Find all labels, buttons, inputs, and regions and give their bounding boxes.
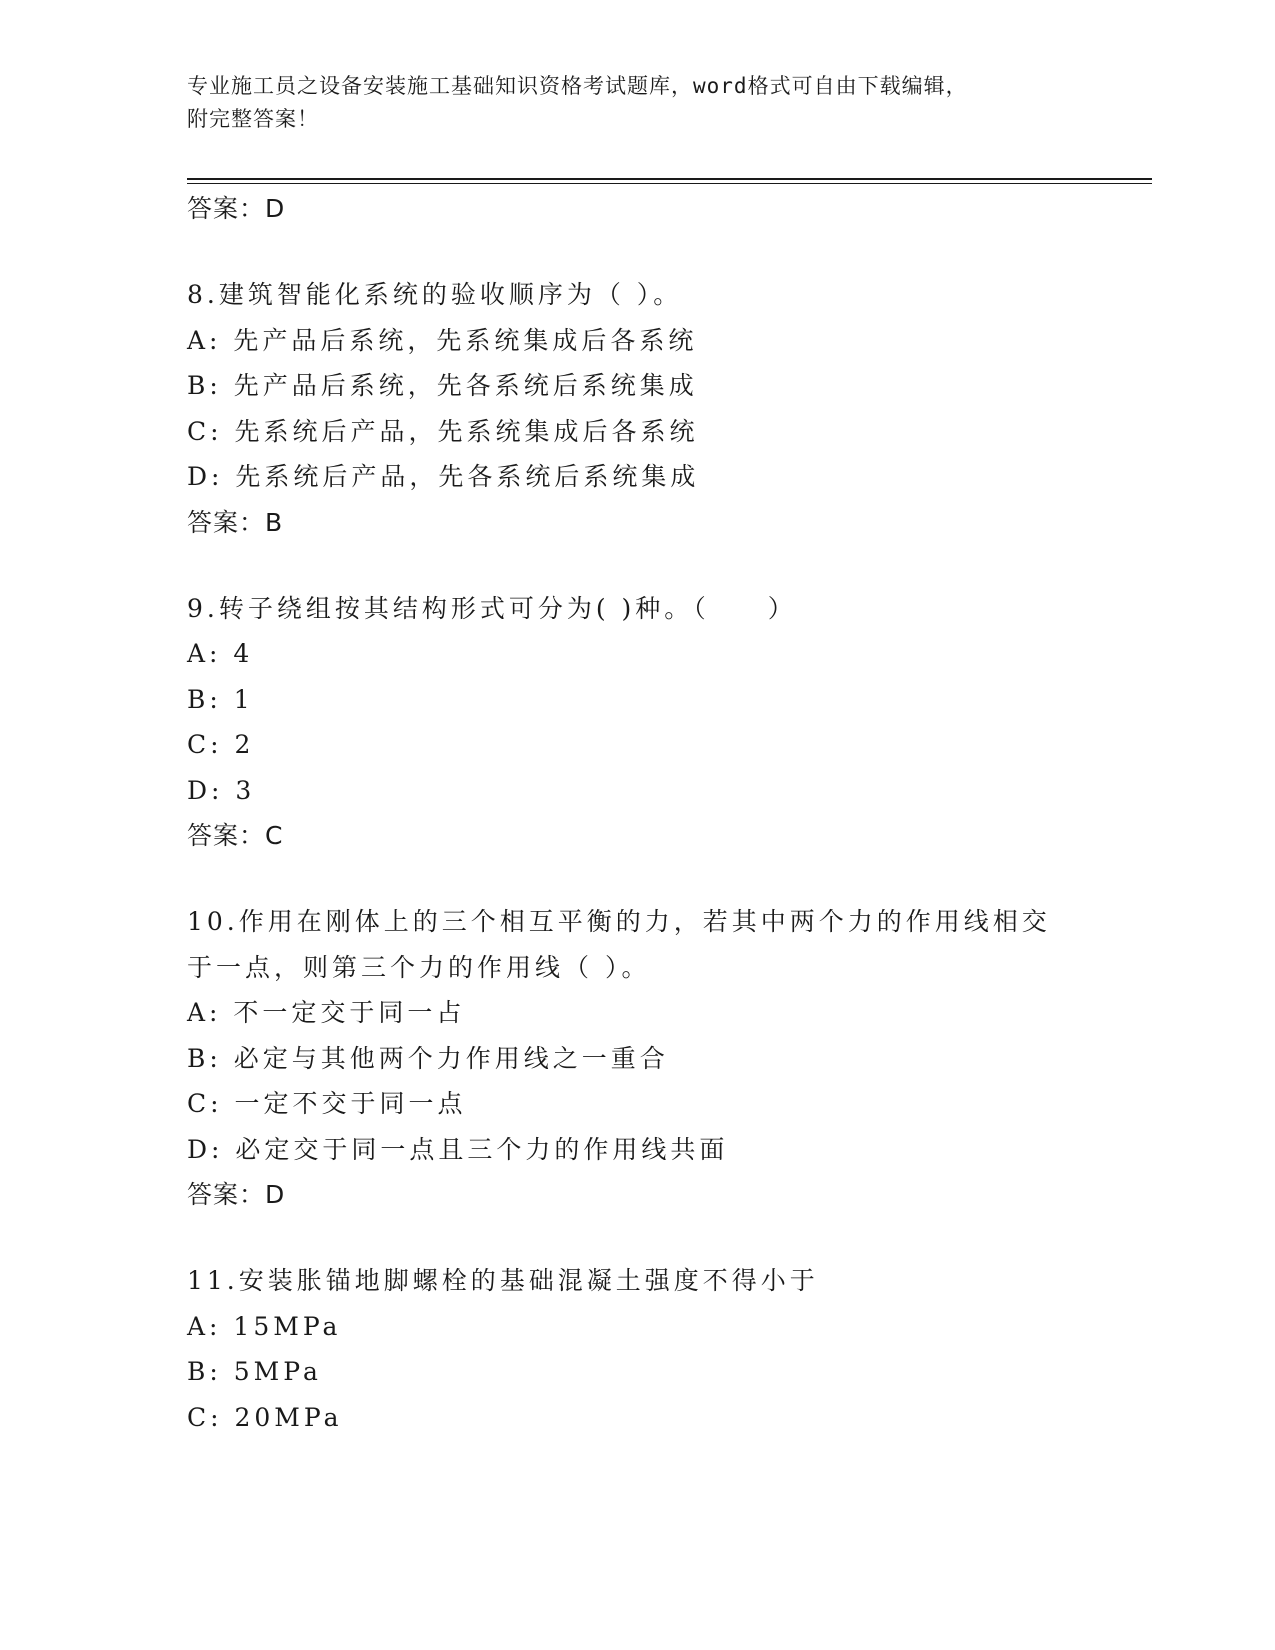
option-a: A: 15MPa — [187, 1311, 342, 1341]
question-list — [187, 186, 1087, 1440]
previous-answer: 答案：D — [187, 194, 286, 223]
question-text: 9.转子绕组按其结构形式可分为( )种。（ ） — [187, 593, 797, 623]
question-11 — [187, 1258, 1087, 1440]
header-divider-thick — [187, 178, 1152, 180]
answer: 答案：C — [187, 821, 284, 850]
option-c: C: 2 — [187, 730, 255, 759]
header-divider-thin — [187, 183, 1152, 184]
header-line-2: 附完整答案！ — [187, 107, 319, 131]
option-a: A: 不一定交于同一占 — [187, 998, 466, 1027]
option-d: D: 必定交于同一点且三个力的作用线共面 — [187, 1134, 729, 1164]
option-b: B: 1 — [187, 684, 254, 714]
question-8 — [187, 272, 1087, 546]
question-text: 8.建筑智能化系统的验收顺序为（ ）。 — [187, 280, 683, 309]
answer: 答案：D — [187, 1180, 286, 1209]
question-text: 11.安装胀锚地脚螺栓的基础混凝土强度不得小于 — [187, 1266, 819, 1295]
option-b: B: 5MPa — [187, 1357, 322, 1386]
option-c: C: 一定不交于同一点 — [187, 1089, 467, 1118]
answer: 答案：B — [187, 507, 284, 537]
header-line-1: 专业施工员之设备安装施工基础知识资格考试题库，word格式可自由下载编辑， — [187, 74, 968, 98]
question-text: 10.作用在刚体上的三个相互平衡的力，若其中两个力的作用线相交于一点，则第三个力的作用线（ ）。 — [187, 907, 1051, 982]
question-9 — [187, 586, 1087, 860]
option-b: B: 先产品后系统，先各系统后系统集成 — [187, 371, 698, 400]
document-header — [187, 70, 1087, 136]
question-10 — [187, 899, 1087, 1218]
option-d: D: 3 — [187, 775, 256, 805]
option-c: C: 20MPa — [187, 1402, 343, 1432]
option-a: A: 4 — [187, 639, 254, 668]
option-a: A: 先产品后系统，先系统集成后各系统 — [187, 325, 698, 355]
option-d: D: 先系统后产品，先各系统后系统集成 — [187, 462, 700, 491]
option-b: B: 必定与其他两个力作用线之一重合 — [187, 1043, 669, 1073]
option-c: C: 先系统后产品，先系统集成后各系统 — [187, 416, 699, 446]
